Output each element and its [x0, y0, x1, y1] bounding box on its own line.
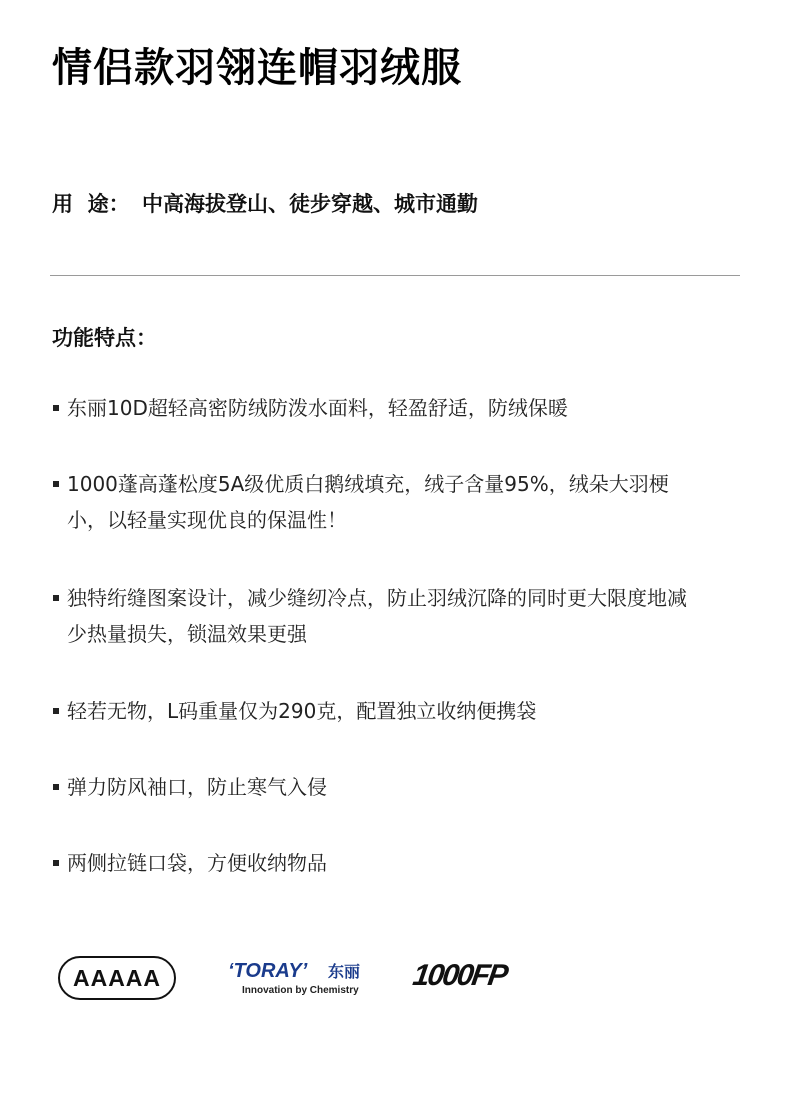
feature-text: 1000蓬高蓬松度5A级优质白鹅绒填充，绒子含量95%，绒朵大羽梗小，以轻量实现优良的保温性！: [67, 472, 669, 532]
feature-item: [53, 580, 693, 652]
page-title: 情侣款羽翎连帽羽绒服: [52, 45, 462, 91]
usage-label: 用 途：: [52, 192, 130, 216]
feature-item: [53, 390, 693, 426]
toray-mark: ‘TORAY’: [228, 960, 308, 982]
feature-text: 东丽10D超轻高密防绒防泼水面料，轻盈舒适，防绒保暖: [67, 396, 568, 420]
bullet-icon: [53, 860, 59, 866]
toray-tagline: Innovation by Chemistry: [242, 985, 359, 996]
bullet-icon: [53, 708, 59, 714]
bullet-icon: [53, 784, 59, 790]
feature-text: 独特绗缝图案设计，减少缝纫冷点，防止羽绒沉降的同时更大限度地减少热量损失，锁温效果更强: [67, 586, 687, 646]
features-heading: 功能特点：: [52, 326, 157, 350]
feature-item: [53, 769, 693, 805]
feature-text: 两侧拉链口袋，方便收纳物品: [67, 851, 327, 875]
section-divider: [50, 275, 740, 276]
bullet-icon: [53, 595, 59, 601]
bullet-icon: [53, 405, 59, 411]
feature-text: 轻若无物，L码重量仅为290克，配置独立收纳便携袋: [67, 699, 537, 723]
fill-power-badge: 1000FP: [410, 959, 509, 992]
usage-line: [52, 188, 478, 220]
bullet-icon: [53, 481, 59, 487]
aaaaa-badge: AAAAA: [58, 956, 176, 1000]
usage-value: 中高海拔登山、徒步穿越、城市通勤: [142, 192, 478, 216]
feature-text: 弹力防风袖口，防止寒气入侵: [67, 775, 327, 799]
toray-cn: 东丽: [328, 962, 361, 981]
toray-logo: [228, 958, 368, 1002]
feature-item: [53, 693, 693, 729]
feature-item: [53, 466, 693, 538]
feature-item: [53, 845, 693, 881]
